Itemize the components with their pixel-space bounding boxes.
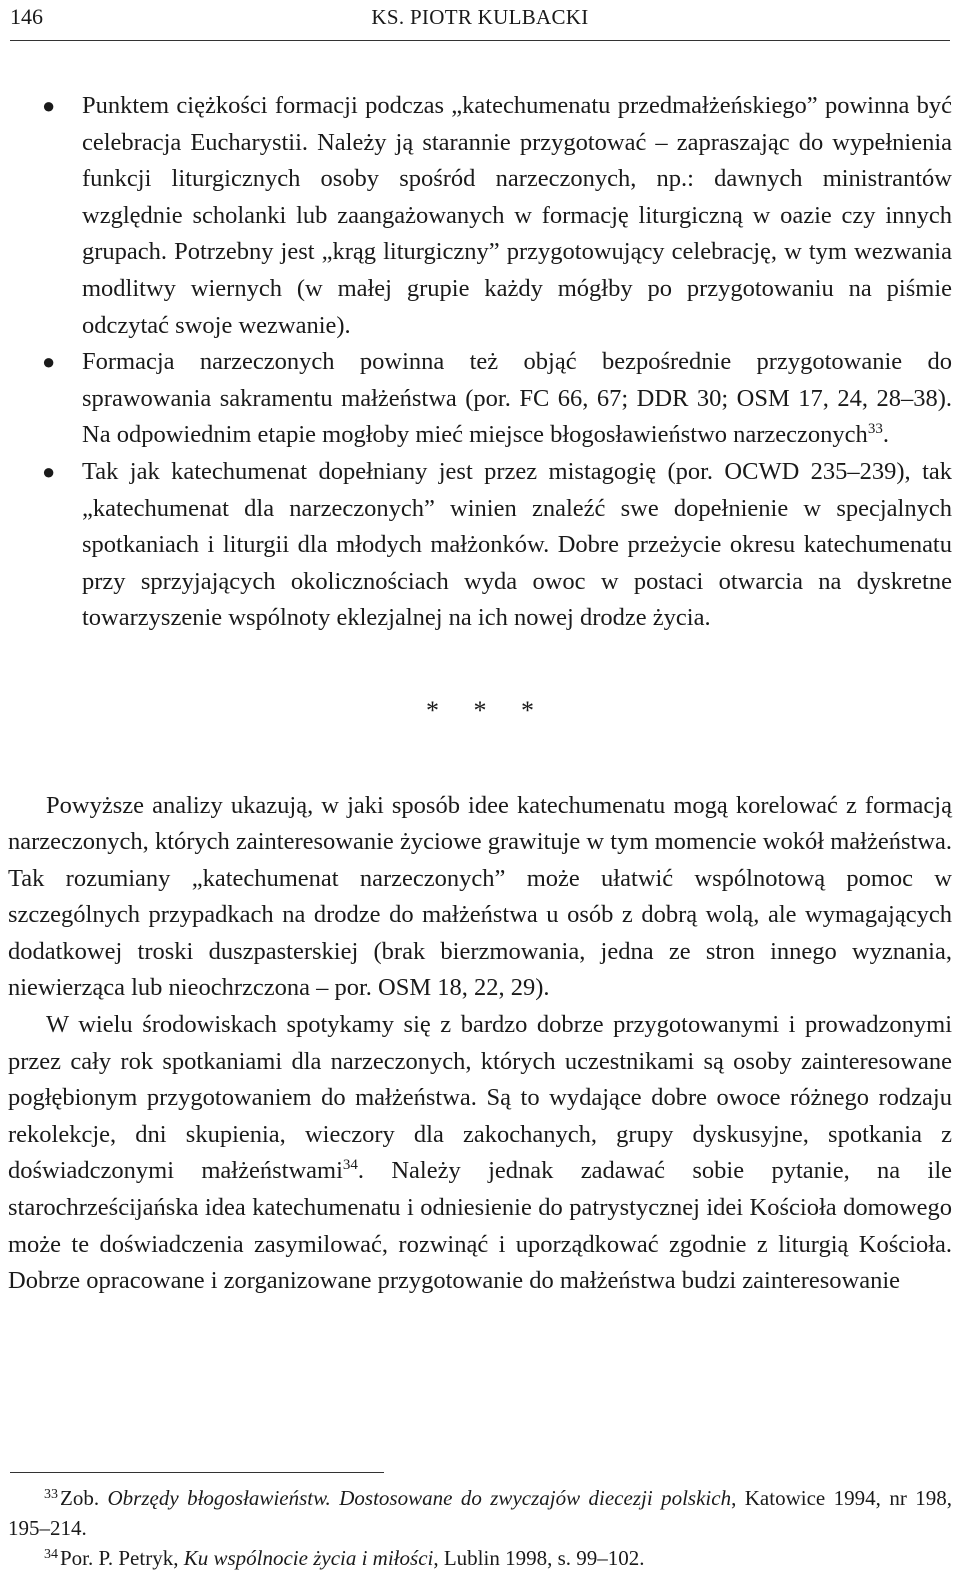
- footnote-title: Ku wspólnocie życia i miłości: [183, 1546, 434, 1570]
- footnotes: [8, 1483, 952, 1573]
- list-item-text: Formacja narzeczonych powinna też objąć bezpośrednie przygotowanie do sprawowania sakramentu małżeństwa (por. FC 66, 67; DDR 30; OSM 17, 24, 28–38). Na odpowiednim etapie mogłoby mieć miejsce błogosławieństwo narzeczonych: [82, 348, 952, 449]
- body-paragraph: [8, 1007, 952, 1300]
- footnote-number: 33: [44, 1487, 58, 1502]
- footnote-title: Obrzędy błogosławieństw. Dostosowane do zwyczajów diecezji polskich: [107, 1486, 732, 1510]
- bullet-icon: ●: [42, 458, 56, 484]
- page-header: [10, 0, 950, 40]
- list-item: [8, 344, 952, 454]
- bullet-icon: ●: [42, 349, 56, 375]
- list-item-text: Tak jak katechumenat dopełniany jest przez mistagogię (por. OCWD 235–239), tak „katechumenat dla narzeczonych” winien znaleźć swe dopełnienie w specjalnych spotkaniach i liturgii dla młodych małżonków. Dobre przeżycie okresu katechumenatu przy sprzyjających okolicznościach wyda owoc w postaci otwarcia na dyskretne towarzyszenie wspólnoty eklezjalnej na ich nowej drodze życia.: [82, 457, 952, 632]
- footnote-ref-34[interactable]: 34: [342, 1157, 358, 1174]
- header-rule: [10, 40, 950, 41]
- list-item: [8, 88, 952, 344]
- paragraph-text: W wielu środowiskach spotykamy się z bardzo dobrze przygotowanymi i prowadzonymi przez cały rok spotkaniami dla narzeczonych, których uczestnikami są osoby zainteresowane pogłębionym przygotowaniem do małżeństwa. Są to wydające dobre owoce różnego rodzaju rekolekcje, dni skupienia, wieczory dla zakochanych, grupy dyskusyjne, spotkania z doświadczonymi małżeństwami: [8, 1011, 952, 1185]
- footnote-prefix: Zob.: [60, 1486, 108, 1510]
- footnote-prefix: Por. P. Petryk,: [60, 1546, 184, 1570]
- bullet-icon: ●: [42, 93, 56, 118]
- list-item-text: Punktem ciężkości formacji podczas „katechumenatu przedmałżeńskiego” powinna być celebracja Eucharystii. Należy ją starannie przygotować – zapraszając do wypełnienia funkcji liturgicznych osoby spośród narzeczonych, np.: dawnych ministrantów względnie scholanki lub zaangażowanych w formację liturgiczną w oazie czy innych grupach. Potrzebny jest „krąg liturgiczny” przygotowujący celebrację, w tym wezwania modlitwy wiernych (w małej grupie każdy mógłby po przygotowaniu na piśmie odczytać swoje wezwanie).: [82, 92, 952, 339]
- list-item: [8, 454, 952, 637]
- list-item-tail: .: [882, 421, 889, 449]
- footnote-number: 34: [44, 1547, 58, 1562]
- footnote-ref-33[interactable]: 33: [867, 421, 883, 438]
- footnote: [8, 1543, 952, 1573]
- page-number: 146: [10, 4, 43, 29]
- body-paragraph: Powyższe analizy ukazują, w jaki sposób idee katechumenatu mogą korelować z formacją narzeczonych, których zainteresowanie życiowe grawituje w tym momencie wokół małżeństwa. Tak rozumiany „katechumenat narzeczonych” może ułatwić wspólnotową pomoc w szczególnych przypadkach na drodze do małżeństwa u osób z dobrą wolą, ale wymagających dodatkowej troski duszpasterskiej (brak bierzmowania, jedna ze stron innego wyznania, niewierząca lub nieochrzczona – por. OSM 18, 22, 29).: [8, 791, 952, 1002]
- footnote: [8, 1483, 952, 1543]
- footnote-rule: [10, 1472, 384, 1473]
- section-separator: * * *: [426, 695, 548, 725]
- footnote-suffix: , Lublin 1998, s. 99–102.: [433, 1546, 645, 1570]
- paragraph-text-continued: . Należy jednak zadawać sobie pytanie, na ile starochrześcijańska idea katechumenatu i odniesienie do patrystycznej idei Kościoła domowego może te doświadczenia zasymilować, rozwinąć i uporządkować zgodnie z liturgią Kościoła. Dobrze opracowane i zorganizowane przygotowanie do małżeństwa budzi zainteresowanie: [8, 1157, 953, 1295]
- footnote-suffix: , Katowice 1994, nr 198, 195–214.: [8, 1486, 952, 1540]
- running-head: KS. PIOTR KULBACKI: [371, 5, 589, 29]
- main-text: [8, 88, 952, 1300]
- bullet-list: [8, 88, 952, 637]
